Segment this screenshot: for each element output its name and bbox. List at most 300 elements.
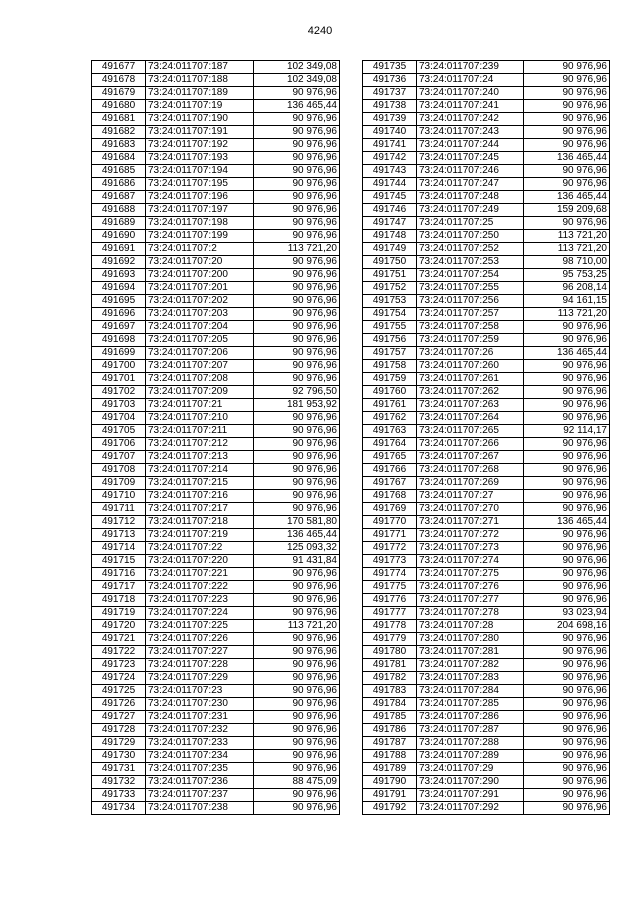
record-number-cell: 491707 xyxy=(92,451,146,464)
cadastral-number-cell: 73:24:011707:245 xyxy=(417,152,524,165)
table-row xyxy=(363,581,610,594)
cadastral-value-cell: 90 976,96 xyxy=(254,698,340,711)
cadastral-number-cell: 73:24:011707:271 xyxy=(417,516,524,529)
record-number-cell: 491731 xyxy=(92,763,146,776)
cadastral-number-cell: 73:24:011707:260 xyxy=(417,360,524,373)
table-row xyxy=(92,477,340,490)
cadastral-value-cell: 93 023,94 xyxy=(524,607,610,620)
table-row xyxy=(92,269,340,282)
record-number-cell: 491750 xyxy=(363,256,417,269)
table-row xyxy=(363,542,610,555)
table-row xyxy=(363,217,610,230)
table-row xyxy=(363,555,610,568)
record-number-cell: 491735 xyxy=(363,61,417,74)
record-number-cell: 491756 xyxy=(363,334,417,347)
record-number-cell: 491699 xyxy=(92,347,146,360)
table-row xyxy=(363,568,610,581)
record-number-cell: 491774 xyxy=(363,568,417,581)
record-number-cell: 491776 xyxy=(363,594,417,607)
cadastral-number-cell: 73:24:011707:187 xyxy=(146,61,254,74)
record-number-cell: 491697 xyxy=(92,321,146,334)
table-row xyxy=(363,724,610,737)
cadastral-number-cell: 73:24:011707:215 xyxy=(146,477,254,490)
cadastral-number-cell: 73:24:011707:237 xyxy=(146,789,254,802)
table-row xyxy=(363,802,610,815)
cadastral-number-cell: 73:24:011707:222 xyxy=(146,581,254,594)
cadastral-number-cell: 73:24:011707:234 xyxy=(146,750,254,763)
table-row xyxy=(92,243,340,256)
cadastral-number-cell: 73:24:011707:22 xyxy=(146,542,254,555)
cadastral-value-cell: 90 976,96 xyxy=(254,711,340,724)
table-row xyxy=(363,425,610,438)
cadastral-number-cell: 73:24:011707:272 xyxy=(417,529,524,542)
cadastral-number-cell: 73:24:011707:286 xyxy=(417,711,524,724)
cadastral-value-cell: 90 976,96 xyxy=(524,399,610,412)
table-row xyxy=(92,685,340,698)
cadastral-number-cell: 73:24:011707:240 xyxy=(417,87,524,100)
table-row xyxy=(92,347,340,360)
cadastral-number-cell: 73:24:011707:292 xyxy=(417,802,524,815)
cadastral-value-cell: 90 976,96 xyxy=(254,412,340,425)
cadastral-number-cell: 73:24:011707:252 xyxy=(417,243,524,256)
table-row xyxy=(363,308,610,321)
cadastral-value-cell: 90 976,96 xyxy=(524,126,610,139)
table-row xyxy=(92,100,340,113)
record-number-cell: 491703 xyxy=(92,399,146,412)
cadastral-number-cell: 73:24:011707:267 xyxy=(417,451,524,464)
record-number-cell: 491716 xyxy=(92,568,146,581)
table-row xyxy=(92,360,340,373)
table-row xyxy=(92,425,340,438)
cadastral-value-cell: 113 721,20 xyxy=(254,243,340,256)
cadastral-number-cell: 73:24:011707:239 xyxy=(417,61,524,74)
cadastral-number-cell: 73:24:011707:195 xyxy=(146,178,254,191)
record-number-cell: 491751 xyxy=(363,269,417,282)
record-number-cell: 491779 xyxy=(363,633,417,646)
record-number-cell: 491698 xyxy=(92,334,146,347)
cadastral-value-cell: 90 976,96 xyxy=(254,451,340,464)
cadastral-value-cell: 95 753,25 xyxy=(524,269,610,282)
cadastral-value-cell: 90 976,96 xyxy=(254,282,340,295)
record-number-cell: 491688 xyxy=(92,204,146,217)
record-number-cell: 491790 xyxy=(363,776,417,789)
cadastral-value-cell: 90 976,96 xyxy=(524,451,610,464)
record-number-cell: 491686 xyxy=(92,178,146,191)
table-row xyxy=(363,711,610,724)
record-number-cell: 491769 xyxy=(363,503,417,516)
cadastral-number-cell: 73:24:011707:256 xyxy=(417,295,524,308)
record-number-cell: 491789 xyxy=(363,763,417,776)
table-row xyxy=(363,685,610,698)
cadastral-value-cell: 90 976,96 xyxy=(524,542,610,555)
cadastral-value-cell: 90 976,96 xyxy=(524,477,610,490)
record-number-cell: 491695 xyxy=(92,295,146,308)
table-row xyxy=(363,477,610,490)
cadastral-number-cell: 73:24:011707:211 xyxy=(146,425,254,438)
record-number-cell: 491742 xyxy=(363,152,417,165)
cadastral-value-cell: 98 710,00 xyxy=(524,256,610,269)
register-table-left-body xyxy=(92,61,340,815)
record-number-cell: 491755 xyxy=(363,321,417,334)
table-row xyxy=(363,191,610,204)
record-number-cell: 491748 xyxy=(363,230,417,243)
cadastral-number-cell: 73:24:011707:273 xyxy=(417,542,524,555)
cadastral-value-cell: 90 976,96 xyxy=(524,321,610,334)
table-row xyxy=(92,139,340,152)
cadastral-number-cell: 73:24:011707:265 xyxy=(417,425,524,438)
record-number-cell: 491738 xyxy=(363,100,417,113)
table-row xyxy=(92,61,340,74)
cadastral-value-cell: 90 976,96 xyxy=(254,165,340,178)
cadastral-value-cell: 90 976,96 xyxy=(254,568,340,581)
table-row xyxy=(92,412,340,425)
cadastral-number-cell: 73:24:011707:196 xyxy=(146,191,254,204)
cadastral-number-cell: 73:24:011707:214 xyxy=(146,464,254,477)
table-row xyxy=(363,776,610,789)
record-number-cell: 491791 xyxy=(363,789,417,802)
cadastral-value-cell: 90 976,96 xyxy=(254,347,340,360)
table-row xyxy=(92,490,340,503)
cadastral-number-cell: 73:24:011707:206 xyxy=(146,347,254,360)
record-number-cell: 491781 xyxy=(363,659,417,672)
table-row xyxy=(92,165,340,178)
cadastral-number-cell: 73:24:011707:219 xyxy=(146,529,254,542)
cadastral-number-cell: 73:24:011707:231 xyxy=(146,711,254,724)
cadastral-value-cell: 113 721,20 xyxy=(254,620,340,633)
cadastral-number-cell: 73:24:011707:204 xyxy=(146,321,254,334)
record-number-cell: 491709 xyxy=(92,477,146,490)
table-row xyxy=(363,100,610,113)
table-row xyxy=(92,568,340,581)
cadastral-number-cell: 73:24:011707:282 xyxy=(417,659,524,672)
table-row xyxy=(363,139,610,152)
record-number-cell: 491792 xyxy=(363,802,417,815)
cadastral-value-cell: 181 953,92 xyxy=(254,399,340,412)
cadastral-value-cell: 125 093,32 xyxy=(254,542,340,555)
record-number-cell: 491680 xyxy=(92,100,146,113)
cadastral-value-cell: 90 976,96 xyxy=(524,113,610,126)
record-number-cell: 491701 xyxy=(92,373,146,386)
record-number-cell: 491775 xyxy=(363,581,417,594)
record-number-cell: 491717 xyxy=(92,581,146,594)
record-number-cell: 491754 xyxy=(363,308,417,321)
table-row xyxy=(92,542,340,555)
table-row xyxy=(363,321,610,334)
cadastral-value-cell: 96 208,14 xyxy=(524,282,610,295)
cadastral-number-cell: 73:24:011707:280 xyxy=(417,633,524,646)
cadastral-value-cell: 90 976,96 xyxy=(524,672,610,685)
record-number-cell: 491766 xyxy=(363,464,417,477)
record-number-cell: 491764 xyxy=(363,438,417,451)
cadastral-number-cell: 73:24:011707:283 xyxy=(417,672,524,685)
table-row xyxy=(363,659,610,672)
table-row xyxy=(92,308,340,321)
cadastral-value-cell: 113 721,20 xyxy=(524,308,610,321)
cadastral-value-cell: 90 976,96 xyxy=(524,165,610,178)
cadastral-number-cell: 73:24:011707:194 xyxy=(146,165,254,178)
table-row xyxy=(363,295,610,308)
cadastral-value-cell: 90 976,96 xyxy=(254,750,340,763)
table-row xyxy=(363,230,610,243)
cadastral-value-cell: 90 976,96 xyxy=(524,555,610,568)
table-row xyxy=(363,490,610,503)
record-number-cell: 491715 xyxy=(92,555,146,568)
record-number-cell: 491729 xyxy=(92,737,146,750)
cadastral-number-cell: 73:24:011707:290 xyxy=(417,776,524,789)
record-number-cell: 491678 xyxy=(92,74,146,87)
cadastral-value-cell: 90 976,96 xyxy=(524,178,610,191)
record-number-cell: 491744 xyxy=(363,178,417,191)
record-number-cell: 491691 xyxy=(92,243,146,256)
cadastral-value-cell: 90 976,96 xyxy=(254,256,340,269)
cadastral-number-cell: 73:24:011707:2 xyxy=(146,243,254,256)
cadastral-value-cell: 90 976,96 xyxy=(524,464,610,477)
record-number-cell: 491687 xyxy=(92,191,146,204)
table-row xyxy=(363,750,610,763)
record-number-cell: 491727 xyxy=(92,711,146,724)
record-number-cell: 491734 xyxy=(92,802,146,815)
table-row xyxy=(363,607,610,620)
table-row xyxy=(92,282,340,295)
cadastral-value-cell: 90 976,96 xyxy=(254,217,340,230)
cadastral-number-cell: 73:24:011707:262 xyxy=(417,386,524,399)
cadastral-number-cell: 73:24:011707:207 xyxy=(146,360,254,373)
cadastral-value-cell: 90 976,96 xyxy=(254,178,340,191)
cadastral-number-cell: 73:24:011707:191 xyxy=(146,126,254,139)
cadastral-value-cell: 90 976,96 xyxy=(524,581,610,594)
record-number-cell: 491726 xyxy=(92,698,146,711)
record-number-cell: 491760 xyxy=(363,386,417,399)
cadastral-value-cell: 90 976,96 xyxy=(524,750,610,763)
cadastral-number-cell: 73:24:011707:232 xyxy=(146,724,254,737)
cadastral-number-cell: 73:24:011707:201 xyxy=(146,282,254,295)
record-number-cell: 491694 xyxy=(92,282,146,295)
record-number-cell: 491682 xyxy=(92,126,146,139)
cadastral-number-cell: 73:24:011707:29 xyxy=(417,763,524,776)
cadastral-number-cell: 73:24:011707:229 xyxy=(146,672,254,685)
table-row xyxy=(363,113,610,126)
record-number-cell: 491739 xyxy=(363,113,417,126)
cadastral-number-cell: 73:24:011707:228 xyxy=(146,659,254,672)
cadastral-value-cell: 204 698,16 xyxy=(524,620,610,633)
record-number-cell: 491780 xyxy=(363,646,417,659)
cadastral-value-cell: 90 976,96 xyxy=(524,87,610,100)
record-number-cell: 491693 xyxy=(92,269,146,282)
table-row xyxy=(363,633,610,646)
record-number-cell: 491752 xyxy=(363,282,417,295)
table-row xyxy=(92,763,340,776)
table-row xyxy=(92,74,340,87)
cadastral-number-cell: 73:24:011707:19 xyxy=(146,100,254,113)
cadastral-number-cell: 73:24:011707:248 xyxy=(417,191,524,204)
record-number-cell: 491757 xyxy=(363,347,417,360)
table-row xyxy=(92,178,340,191)
record-number-cell: 491758 xyxy=(363,360,417,373)
cadastral-value-cell: 136 465,44 xyxy=(254,529,340,542)
cadastral-value-cell: 90 976,96 xyxy=(254,126,340,139)
record-number-cell: 491736 xyxy=(363,74,417,87)
cadastral-number-cell: 73:24:011707:216 xyxy=(146,490,254,503)
cadastral-number-cell: 73:24:011707:21 xyxy=(146,399,254,412)
cadastral-value-cell: 136 465,44 xyxy=(524,152,610,165)
cadastral-number-cell: 73:24:011707:276 xyxy=(417,581,524,594)
cadastral-number-cell: 73:24:011707:257 xyxy=(417,308,524,321)
record-number-cell: 491788 xyxy=(363,750,417,763)
record-number-cell: 491768 xyxy=(363,490,417,503)
cadastral-number-cell: 73:24:011707:189 xyxy=(146,87,254,100)
cadastral-number-cell: 73:24:011707:202 xyxy=(146,295,254,308)
table-row xyxy=(363,464,610,477)
cadastral-number-cell: 73:24:011707:192 xyxy=(146,139,254,152)
table-row xyxy=(363,386,610,399)
table-row xyxy=(92,230,340,243)
record-number-cell: 491690 xyxy=(92,230,146,243)
cadastral-number-cell: 73:24:011707:255 xyxy=(417,282,524,295)
cadastral-value-cell: 102 349,08 xyxy=(254,61,340,74)
cadastral-value-cell: 90 976,96 xyxy=(524,568,610,581)
record-number-cell: 491782 xyxy=(363,672,417,685)
record-number-cell: 491685 xyxy=(92,165,146,178)
record-number-cell: 491683 xyxy=(92,139,146,152)
table-row xyxy=(92,789,340,802)
cadastral-value-cell: 136 465,44 xyxy=(524,191,610,204)
cadastral-number-cell: 73:24:011707:241 xyxy=(417,100,524,113)
table-row xyxy=(363,334,610,347)
cadastral-value-cell: 102 349,08 xyxy=(254,74,340,87)
record-number-cell: 491733 xyxy=(92,789,146,802)
record-number-cell: 491765 xyxy=(363,451,417,464)
register-table-right-body xyxy=(363,61,610,815)
cadastral-number-cell: 73:24:011707:246 xyxy=(417,165,524,178)
table-row xyxy=(92,373,340,386)
cadastral-number-cell: 73:24:011707:249 xyxy=(417,204,524,217)
cadastral-value-cell: 90 976,96 xyxy=(254,152,340,165)
table-row xyxy=(92,659,340,672)
record-number-cell: 491771 xyxy=(363,529,417,542)
table-row xyxy=(363,282,610,295)
cadastral-value-cell: 88 475,09 xyxy=(254,776,340,789)
record-number-cell: 491740 xyxy=(363,126,417,139)
record-number-cell: 491720 xyxy=(92,620,146,633)
cadastral-number-cell: 73:24:011707:275 xyxy=(417,568,524,581)
register-table-right xyxy=(362,60,610,815)
cadastral-number-cell: 73:24:011707:217 xyxy=(146,503,254,516)
cadastral-value-cell: 91 431,84 xyxy=(254,555,340,568)
record-number-cell: 491700 xyxy=(92,360,146,373)
cadastral-number-cell: 73:24:011707:289 xyxy=(417,750,524,763)
cadastral-value-cell: 90 976,96 xyxy=(254,334,340,347)
cadastral-value-cell: 90 976,96 xyxy=(524,386,610,399)
record-number-cell: 491721 xyxy=(92,633,146,646)
cadastral-number-cell: 73:24:011707:188 xyxy=(146,74,254,87)
cadastral-value-cell: 90 976,96 xyxy=(524,789,610,802)
cadastral-number-cell: 73:24:011707:24 xyxy=(417,74,524,87)
table-row xyxy=(363,165,610,178)
table-row xyxy=(363,620,610,633)
cadastral-number-cell: 73:24:011707:287 xyxy=(417,724,524,737)
table-row xyxy=(92,113,340,126)
cadastral-number-cell: 73:24:011707:250 xyxy=(417,230,524,243)
cadastral-value-cell: 90 976,96 xyxy=(524,659,610,672)
cadastral-value-cell: 90 976,96 xyxy=(524,360,610,373)
table-row xyxy=(363,256,610,269)
cadastral-value-cell: 136 465,44 xyxy=(254,100,340,113)
table-row xyxy=(92,516,340,529)
table-row xyxy=(92,555,340,568)
table-row xyxy=(92,191,340,204)
cadastral-value-cell: 90 976,96 xyxy=(254,802,340,815)
record-number-cell: 491712 xyxy=(92,516,146,529)
table-row xyxy=(363,61,610,74)
record-number-cell: 491737 xyxy=(363,87,417,100)
record-number-cell: 491677 xyxy=(92,61,146,74)
record-number-cell: 491747 xyxy=(363,217,417,230)
cadastral-value-cell: 90 976,96 xyxy=(254,295,340,308)
cadastral-value-cell: 90 976,96 xyxy=(254,672,340,685)
record-number-cell: 491722 xyxy=(92,646,146,659)
record-number-cell: 491767 xyxy=(363,477,417,490)
table-row xyxy=(92,204,340,217)
table-row xyxy=(92,646,340,659)
cadastral-value-cell: 90 976,96 xyxy=(254,685,340,698)
table-row xyxy=(92,386,340,399)
table-row xyxy=(363,672,610,685)
record-number-cell: 491745 xyxy=(363,191,417,204)
cadastral-value-cell: 90 976,96 xyxy=(254,425,340,438)
record-number-cell: 491777 xyxy=(363,607,417,620)
cadastral-number-cell: 73:24:011707:212 xyxy=(146,438,254,451)
table-row xyxy=(92,737,340,750)
cadastral-number-cell: 73:24:011707:27 xyxy=(417,490,524,503)
record-number-cell: 491741 xyxy=(363,139,417,152)
table-row xyxy=(363,503,610,516)
record-number-cell: 491684 xyxy=(92,152,146,165)
cadastral-number-cell: 73:24:011707:253 xyxy=(417,256,524,269)
cadastral-number-cell: 73:24:011707:220 xyxy=(146,555,254,568)
cadastral-number-cell: 73:24:011707:230 xyxy=(146,698,254,711)
cadastral-value-cell: 90 976,96 xyxy=(524,139,610,152)
record-number-cell: 491708 xyxy=(92,464,146,477)
record-number-cell: 491679 xyxy=(92,87,146,100)
table-row xyxy=(363,204,610,217)
record-number-cell: 491730 xyxy=(92,750,146,763)
table-row xyxy=(363,347,610,360)
cadastral-number-cell: 73:24:011707:274 xyxy=(417,555,524,568)
table-row xyxy=(363,243,610,256)
cadastral-value-cell: 90 976,96 xyxy=(254,373,340,386)
table-row xyxy=(92,399,340,412)
cadastral-number-cell: 73:24:011707:288 xyxy=(417,737,524,750)
cadastral-value-cell: 90 976,96 xyxy=(524,490,610,503)
cadastral-value-cell: 90 976,96 xyxy=(254,737,340,750)
record-number-cell: 491718 xyxy=(92,594,146,607)
cadastral-value-cell: 90 976,96 xyxy=(524,724,610,737)
cadastral-number-cell: 73:24:011707:233 xyxy=(146,737,254,750)
table-row xyxy=(363,516,610,529)
cadastral-value-cell: 90 976,96 xyxy=(254,464,340,477)
cadastral-number-cell: 73:24:011707:243 xyxy=(417,126,524,139)
cadastral-value-cell: 90 976,96 xyxy=(524,737,610,750)
table-row xyxy=(363,763,610,776)
cadastral-number-cell: 73:24:011707:197 xyxy=(146,204,254,217)
table-row xyxy=(363,789,610,802)
table-row xyxy=(92,672,340,685)
cadastral-number-cell: 73:24:011707:291 xyxy=(417,789,524,802)
cadastral-number-cell: 73:24:011707:200 xyxy=(146,269,254,282)
table-row xyxy=(363,178,610,191)
table-row xyxy=(92,607,340,620)
cadastral-value-cell: 90 976,96 xyxy=(524,529,610,542)
